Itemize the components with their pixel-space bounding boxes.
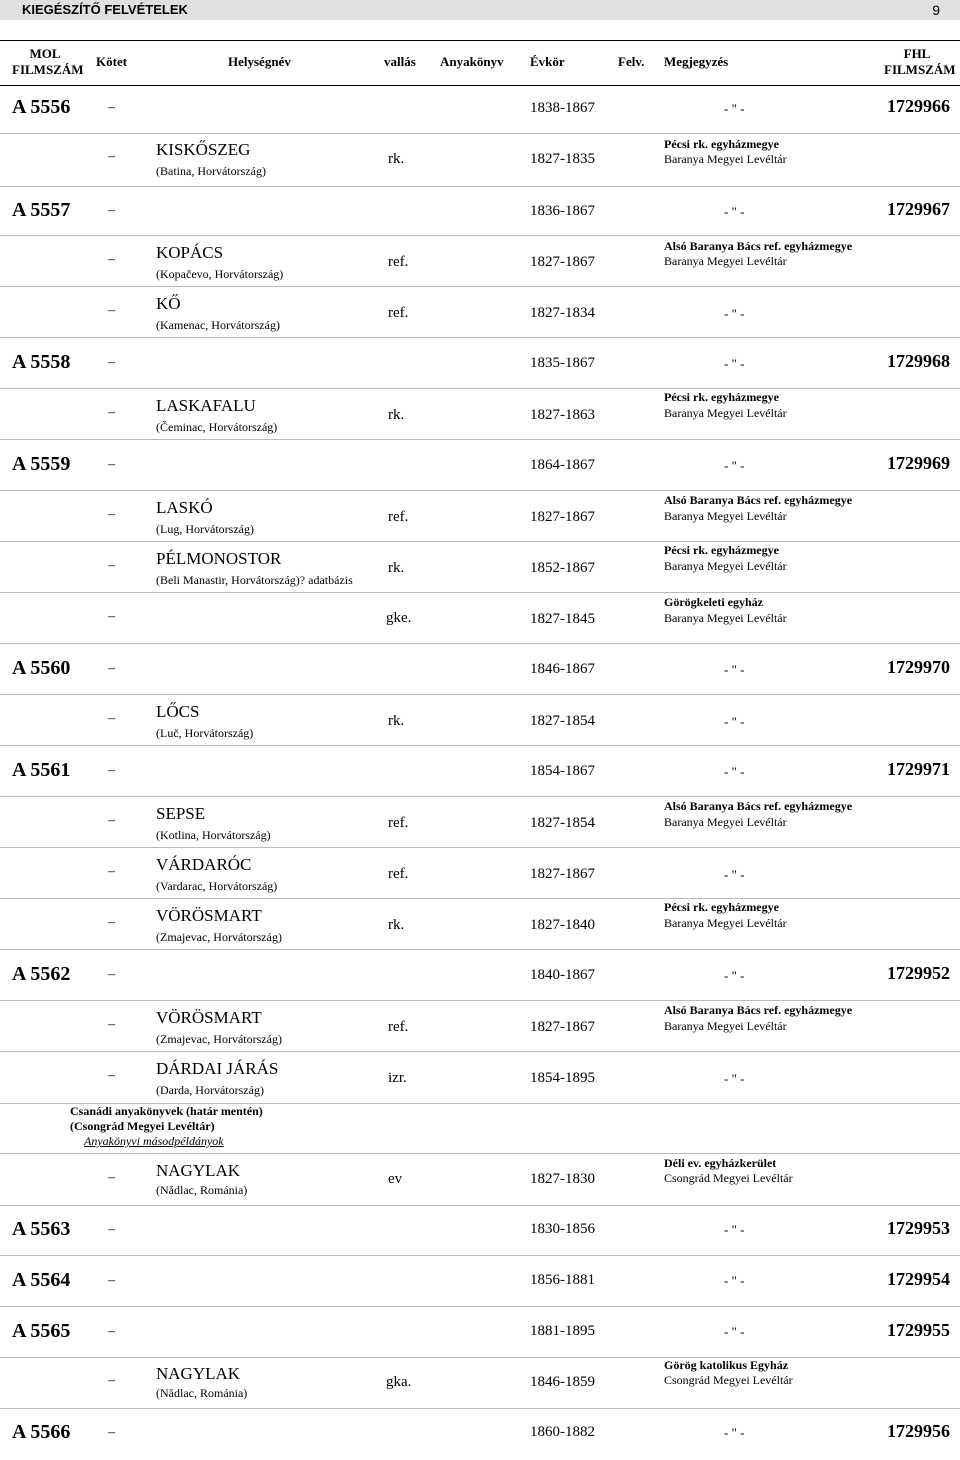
mol-filmszam: A 5562: [12, 963, 71, 985]
evkor: 1827-1845: [530, 611, 595, 627]
vallas: ev: [388, 1171, 403, 1187]
vallas: gke.: [386, 610, 412, 626]
dash: –: [108, 967, 115, 982]
divider: [0, 1255, 960, 1256]
header-anyakonyv: Anyakönyv: [440, 54, 504, 69]
mol-filmszam: A 5561: [12, 759, 71, 781]
ditto: - " -: [724, 1273, 745, 1288]
ditto: - " -: [724, 764, 745, 779]
evkor: 1827-1867: [530, 866, 595, 882]
divider: [0, 949, 960, 950]
fhl-filmszam: 1729954: [887, 1269, 950, 1289]
evkor: 1854-1895: [530, 1070, 595, 1086]
fhl-filmszam: 1729969: [887, 453, 950, 473]
note-line2: Baranya Megyei Levéltár: [664, 559, 787, 573]
mol-filmszam: A 5563: [12, 1218, 71, 1240]
fhl-filmszam: 1729952: [887, 963, 950, 983]
place-sub: (Kotlina, Horvátország): [156, 828, 271, 842]
divider: [0, 1153, 960, 1154]
evkor: 1830-1856: [530, 1221, 595, 1237]
evkor: 1827-1854: [530, 815, 595, 831]
dash: –: [108, 1068, 115, 1083]
note-line1: Alsó Baranya Bács ref. egyházmegye: [664, 239, 853, 253]
divider: [0, 541, 960, 542]
dash: –: [108, 203, 115, 218]
vallas: rk.: [388, 917, 405, 933]
header-helysegnev: Helységnév: [228, 54, 291, 69]
note-line1: Pécsi rk. egyházmegye: [664, 137, 779, 151]
fhl-filmszam: 1729967: [887, 199, 950, 219]
note-line2: Baranya Megyei Levéltár: [664, 916, 787, 930]
vallas: rk.: [388, 560, 405, 576]
place-name: LASKÓ: [156, 498, 213, 517]
dash: –: [108, 100, 115, 115]
dash: –: [108, 507, 115, 522]
place-sub: (Nădlac, Románia): [156, 1183, 248, 1197]
place-name: VÖRÖSMART: [156, 1008, 262, 1027]
dash: –: [108, 915, 115, 930]
divider: [0, 235, 960, 236]
place-sub: (Zmajevac, Horvátország): [156, 1032, 282, 1046]
divider: [0, 1000, 960, 1001]
divider: [0, 439, 960, 440]
dash: –: [108, 661, 115, 676]
note-line2: Baranya Megyei Levéltár: [664, 152, 787, 166]
ditto: - " -: [724, 204, 745, 219]
divider: [0, 745, 960, 746]
note-line2: Csongrád Megyei Levéltár: [664, 1171, 793, 1185]
vallas: rk.: [388, 713, 405, 729]
dash: –: [108, 149, 115, 164]
mol-filmszam: A 5557: [12, 199, 71, 221]
evkor: 1827-1867: [530, 1019, 595, 1035]
divider: [0, 286, 960, 287]
vallas: rk.: [388, 151, 405, 167]
place-sub: (Čeminac, Horvátország): [156, 420, 278, 434]
mol-filmszam: A 5564: [12, 1269, 71, 1291]
place-sub: (Darda, Horvátország): [156, 1083, 264, 1097]
divider: [0, 847, 960, 848]
place-name: VÖRÖSMART: [156, 906, 262, 925]
note-line2: Csongrád Megyei Levéltár: [664, 1373, 793, 1387]
dash: –: [108, 864, 115, 879]
section-line3: Anyakönyvi másodpéldányok: [84, 1134, 224, 1148]
dash: –: [108, 1170, 115, 1185]
evkor: 1827-1863: [530, 407, 595, 423]
place-sub: (Vardarac, Horvátország): [156, 879, 278, 893]
evkor: 1846-1859: [530, 1374, 595, 1390]
divider: [0, 1408, 960, 1409]
ditto: - " -: [724, 662, 745, 677]
header-kotet: Kötet: [96, 54, 128, 69]
place-name: LŐCS: [156, 702, 200, 721]
dash: –: [108, 711, 115, 726]
ditto: - " -: [724, 306, 745, 321]
evkor: 1827-1867: [530, 509, 595, 525]
divider: [0, 133, 960, 134]
place-name: LASKAFALU: [156, 396, 256, 415]
fhl-filmszam: 1729968: [887, 351, 950, 371]
header-felv: Felv.: [618, 54, 645, 69]
dash: –: [108, 813, 115, 828]
ditto: - " -: [724, 101, 745, 116]
note-line2: Baranya Megyei Levéltár: [664, 406, 787, 420]
place-name: NAGYLAK: [156, 1364, 241, 1383]
divider: [0, 337, 960, 338]
ditto: - " -: [724, 1425, 745, 1440]
page-number: 9: [932, 2, 940, 18]
dash: –: [108, 1273, 115, 1288]
place-sub: (Luč, Horvátország): [156, 726, 254, 740]
place-name: KŐ: [156, 294, 181, 313]
place-name: VÁRDARÓC: [156, 855, 252, 874]
divider: [0, 796, 960, 797]
ditto: - " -: [724, 356, 745, 371]
dash: –: [108, 1425, 115, 1440]
divider: [0, 694, 960, 695]
dash: –: [108, 355, 115, 370]
header-evkor: Évkör: [530, 54, 565, 69]
place-sub: (Batina, Horvátország): [156, 164, 266, 178]
vallas: gka.: [386, 1374, 412, 1390]
fhl-filmszam: 1729966: [887, 96, 950, 116]
note-line2: Baranya Megyei Levéltár: [664, 254, 787, 268]
evkor: 1838-1867: [530, 100, 595, 116]
evkor: 1827-1840: [530, 917, 595, 933]
evkor: 1840-1867: [530, 967, 595, 983]
place-sub: (Kamenac, Horvátország): [156, 318, 280, 332]
evkor: 1881-1895: [530, 1323, 595, 1339]
header-mol: MOL FILMSZÁM: [12, 46, 84, 77]
divider: [0, 643, 960, 644]
evkor: 1836-1867: [530, 203, 595, 219]
ditto: - " -: [724, 714, 745, 729]
mol-filmszam: A 5558: [12, 351, 71, 373]
vallas: ref.: [388, 866, 409, 882]
ditto: - " -: [724, 458, 745, 473]
vallas: ref.: [388, 1019, 409, 1035]
divider: [0, 490, 960, 491]
evkor: 1856-1881: [530, 1272, 595, 1288]
place-sub: (Lug, Horvátország): [156, 522, 254, 536]
note-line1: Déli ev. egyházkerület: [664, 1156, 777, 1170]
dash: –: [108, 558, 115, 573]
fhl-filmszam: 1729970: [887, 657, 950, 677]
place-name: NAGYLAK: [156, 1161, 241, 1180]
evkor: 1846-1867: [530, 661, 595, 677]
place-name: DÁRDAI JÁRÁS: [156, 1059, 279, 1078]
vallas: ref.: [388, 509, 409, 525]
place-sub: (Kopačevo, Horvátország): [156, 267, 284, 281]
note-line1: Alsó Baranya Bács ref. egyházmegye: [664, 1003, 853, 1017]
divider: [0, 1205, 960, 1206]
dash: –: [108, 1222, 115, 1237]
vallas: izr.: [388, 1070, 407, 1086]
evkor: 1827-1834: [530, 305, 595, 321]
dash: –: [108, 1017, 115, 1032]
note-line1: Pécsi rk. egyházmegye: [664, 900, 779, 914]
top-bar: [0, 0, 960, 20]
header-vallas: vallás: [384, 54, 416, 69]
evkor: 1827-1835: [530, 151, 595, 167]
place-name: PÉLMONOSTOR: [156, 549, 282, 568]
place-sub: (Nădlac, Románia): [156, 1386, 248, 1400]
note-line2: Baranya Megyei Levéltár: [664, 815, 787, 829]
note-line2: Baranya Megyei Levéltár: [664, 1019, 787, 1033]
divider: [0, 898, 960, 899]
dash: –: [108, 1324, 115, 1339]
mol-filmszam: A 5565: [12, 1320, 71, 1342]
note-line2: Baranya Megyei Levéltár: [664, 611, 787, 625]
divider: [0, 1357, 960, 1358]
fhl-filmszam: 1729971: [887, 759, 950, 779]
section-line1: Csanádi anyakönyvek (határ mentén): [70, 1104, 263, 1118]
divider: [0, 592, 960, 593]
note-line2: Baranya Megyei Levéltár: [664, 509, 787, 523]
dash: –: [108, 303, 115, 318]
dash: –: [108, 457, 115, 472]
ditto: - " -: [724, 867, 745, 882]
place-name: KISKŐSZEG: [156, 140, 251, 159]
note-line1: Pécsi rk. egyházmegye: [664, 543, 779, 557]
place-sub: (Zmajevac, Horvátország): [156, 930, 282, 944]
section-title: KIEGÉSZÍTŐ FELVÉTELEK: [22, 2, 188, 17]
mol-filmszam: A 5560: [12, 657, 71, 679]
divider: [0, 1306, 960, 1307]
evkor: 1835-1867: [530, 355, 595, 371]
place-name: SEPSE: [156, 804, 206, 823]
vallas: rk.: [388, 407, 405, 423]
dash: –: [108, 763, 115, 778]
fhl-filmszam: 1729955: [887, 1320, 950, 1340]
note-line1: Alsó Baranya Bács ref. egyházmegye: [664, 493, 853, 507]
dash: –: [108, 609, 115, 624]
mol-filmszam: A 5566: [12, 1421, 71, 1443]
evkor: 1852-1867: [530, 560, 595, 576]
section-line2: (Csongrád Megyei Levéltár): [70, 1119, 215, 1133]
evkor: 1864-1867: [530, 457, 595, 473]
note-line1: Görög katolikus Egyház: [664, 1358, 789, 1372]
evkor: 1854-1867: [530, 763, 595, 779]
divider: [0, 186, 960, 187]
evkor: 1827-1867: [530, 254, 595, 270]
note-line1: Alsó Baranya Bács ref. egyházmegye: [664, 799, 853, 813]
table-header: [0, 40, 960, 86]
place-sub: (Beli Manastir, Horvátország)? adatbázis: [156, 573, 353, 587]
evkor: 1827-1854: [530, 713, 595, 729]
header-megjegyzes: Megjegyzés: [664, 54, 729, 69]
dash: –: [108, 252, 115, 267]
mol-filmszam: A 5556: [12, 96, 71, 118]
divider: [0, 388, 960, 389]
ditto: - " -: [724, 1071, 745, 1086]
divider: [0, 1051, 960, 1052]
place-name: KOPÁCS: [156, 243, 224, 262]
vallas: ref.: [388, 815, 409, 831]
ditto: - " -: [724, 1222, 745, 1237]
note-line1: Pécsi rk. egyházmegye: [664, 390, 779, 404]
header-fhl: FHL FILMSZÁM: [884, 46, 956, 77]
vallas: ref.: [388, 254, 409, 270]
dash: –: [108, 1373, 115, 1388]
ditto: - " -: [724, 968, 745, 983]
fhl-filmszam: 1729956: [887, 1421, 950, 1441]
evkor: 1860-1882: [530, 1424, 595, 1440]
mol-filmszam: A 5559: [12, 453, 71, 475]
ditto: - " -: [724, 1324, 745, 1339]
vallas: ref.: [388, 305, 409, 321]
fhl-filmszam: 1729953: [887, 1218, 950, 1238]
dash: –: [108, 405, 115, 420]
note-line1: Görögkeleti egyház: [664, 595, 763, 609]
evkor: 1827-1830: [530, 1171, 595, 1187]
